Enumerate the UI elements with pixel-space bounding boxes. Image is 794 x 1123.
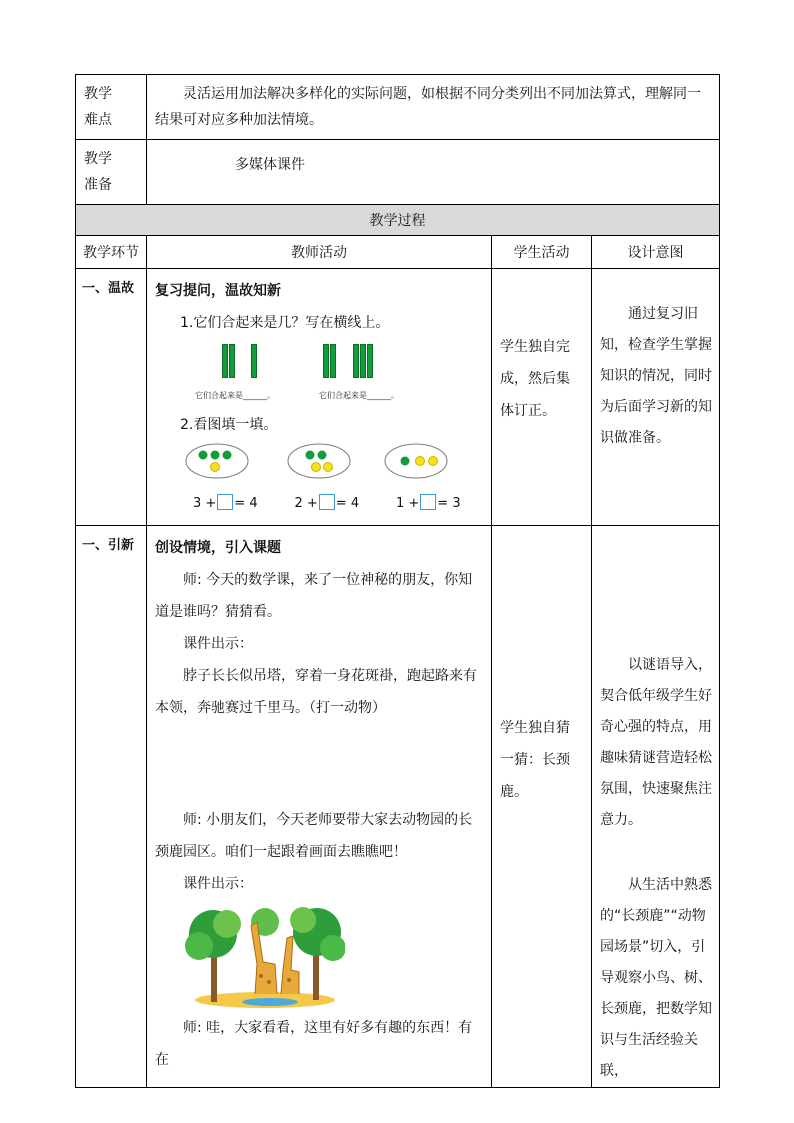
student-activity-introduce: 学生独自猜一猜：长颈鹿。 xyxy=(492,526,592,1088)
stick xyxy=(353,344,359,378)
stage-introduce: 一、引新 xyxy=(76,526,147,1088)
courseware-label: 课件出示： xyxy=(183,636,253,652)
design-intent-review: 通过复习旧知，检查学生掌握知识的情况，同时为后面学习新的知识做准备。 xyxy=(592,269,720,526)
courseware-label: 课件出示： xyxy=(183,876,253,892)
lesson-plan-table xyxy=(75,74,720,1088)
equation-part: 2 + xyxy=(294,496,318,511)
answer-box[interactable] xyxy=(420,494,436,510)
stick xyxy=(229,344,235,378)
answer-box[interactable] xyxy=(319,494,335,510)
lesson-plan-page xyxy=(75,74,719,1088)
stick xyxy=(323,344,329,378)
design-intent-life: 从生活中熟悉的“长颈鹿”“动物园场景”切入，引导观察小鸟、树、长颈鹿，把数学知识与生活经验关联， xyxy=(600,877,712,1079)
difficulty-text: 灵活运用加法解决多样化的实际问题，如根据不同分类列出不同加法算式，理解同一结果可对应多种加法情境。 xyxy=(147,75,720,140)
question-2: 2.看图填一填。 xyxy=(180,417,278,433)
col-header-student: 学生活动 xyxy=(492,236,592,269)
prep-text: 多媒体课件 xyxy=(147,140,720,205)
equation-part: = 3 xyxy=(437,496,461,511)
section-heading: 创设情境，引入课题 xyxy=(155,540,281,556)
equation-part: = 4 xyxy=(234,496,258,511)
col-header-teacher: 教师活动 xyxy=(147,236,492,269)
stick xyxy=(360,344,366,378)
dot-groups-figure xyxy=(185,441,465,483)
design-intent-introduce xyxy=(592,526,720,1088)
question-1: 1.它们合起来是几？写在横线上。 xyxy=(180,315,390,331)
prep-label: 教学 准备 xyxy=(76,140,147,205)
process-title: 教学过程 xyxy=(76,205,720,236)
col-header-stage: 教学环节 xyxy=(76,236,147,269)
giraffe-zoo-illustration xyxy=(185,904,345,1008)
section-heading: 复习提问，温故知新 xyxy=(155,283,281,299)
equation-part: 1 + xyxy=(396,496,420,511)
teacher-activity-review xyxy=(147,269,492,526)
equation-part: = 4 xyxy=(335,496,360,511)
stage-review: 一、温故 xyxy=(76,269,147,526)
teacher-line: 师: 小朋友们，今天老师要带大家去动物园的长颈鹿园区。咱们一起跟着画面去瞧瞧吧！ xyxy=(155,812,473,860)
caption-right: 它们合起来是______。 xyxy=(319,391,399,400)
riddle-text: 脖子长长似吊塔，穿着一身花斑褂，跑起路来有本领，奔驰赛过千里马。（打一动物） xyxy=(155,668,477,716)
stick xyxy=(330,344,336,378)
sticks-figure xyxy=(155,339,485,409)
difficulty-label: 教学 难点 xyxy=(76,75,147,140)
caption-left: 它们合起来是______。 xyxy=(195,391,275,400)
stick xyxy=(367,344,373,378)
stick xyxy=(251,344,257,378)
stick xyxy=(222,344,228,378)
teacher-line: 师: 今天的数学课，来了一位神秘的朋友，你知道是谁吗？猜猜看。 xyxy=(155,572,473,620)
teacher-line: 师: 哇，大家看看，这里有好多有趣的东西！有在 xyxy=(155,1020,473,1068)
student-activity-review: 学生独自完成，然后集体订正。 xyxy=(492,269,592,526)
answer-box[interactable] xyxy=(217,494,233,510)
equation-part: 3 + xyxy=(193,496,217,511)
col-header-design: 设计意图 xyxy=(592,236,720,269)
design-intent-riddle: 以谜语导入，契合低年级学生好奇心强的特点，用趣味猜谜营造轻松氛围，快速聚焦注意力。 xyxy=(600,657,712,828)
equations xyxy=(155,487,485,520)
teacher-activity-introduce xyxy=(147,526,492,1088)
